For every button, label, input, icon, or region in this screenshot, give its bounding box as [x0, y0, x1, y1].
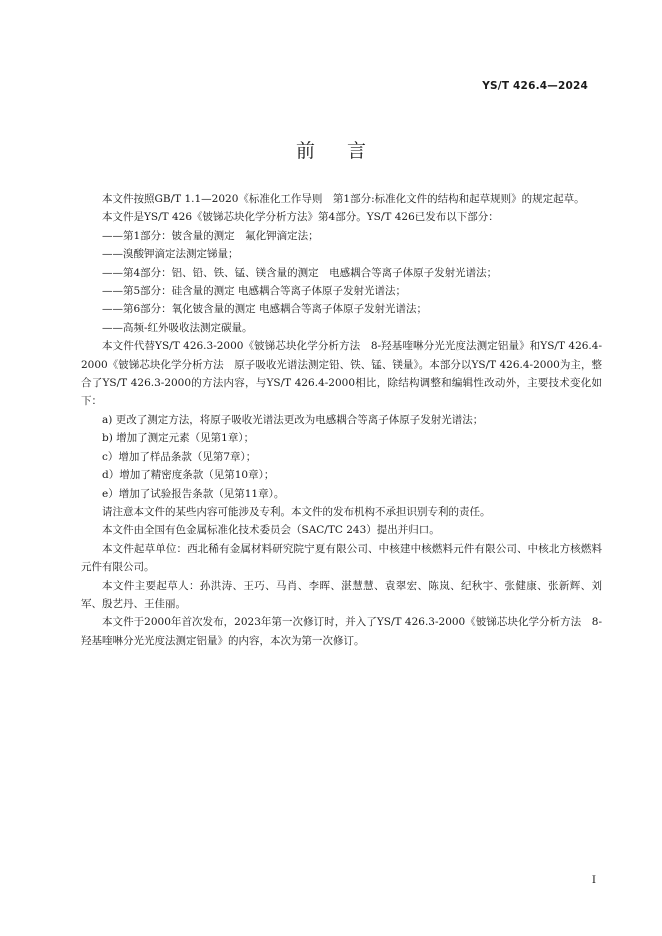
paragraph-drafting-units: 本文件起草单位：西北稀有金属材料研究院宁夏有限公司、中核建中核燃料元件有限公司、中核北方核燃料元件有限公司。 — [81, 542, 602, 574]
body-text — [81, 190, 602, 650]
page-number: I — [591, 874, 596, 886]
list-item-part-2: ——溴酸钾滴定法测定锑量； — [102, 248, 239, 261]
paragraph-drafting-rules: 本文件按照GB/T 1.1—2020《标准化工作导则 第1部分:标准化文件的结构和起草规则》的规定起草。 — [102, 193, 585, 205]
paragraph-proposer: 本文件由全国有色金属标准化技术委员会（SAC/TC 243）提出并归口。 — [102, 524, 440, 537]
list-item-part-1: ——第1部分：铍含量的测定 氟化钾滴定法； — [102, 229, 319, 242]
list-item-part-6: ——第6部分：氧化铍含量的测定 电感耦合等离子体原子发射光谱法； — [102, 303, 428, 316]
paragraph-series-intro: 本文件是YS/T 426《铍锑芯块化学分析方法》第4部分。YS/T 426已发布以下部分： — [102, 211, 499, 224]
change-item-b: b) 增加了测定元素（见第1章）； — [102, 432, 255, 445]
paragraph-replacement: 本文件代替YS/T 426.3-2000《铍锑芯块化学分析方法 8-羟基喹啉分光光度法测定铝量》和YS/T 426.4-2000《铍锑芯块化学分析方法 原子吸收光谱法测定铅、铁、锰、镁量》。本部分以YS/T 426.4-2000为主，整合了YS/T 426.3-2000的方法内容，与YS/T 426.4-2000相比，除结构调整和编辑性改动外，主要技术变化如下： — [81, 340, 602, 408]
list-item-part-4: ——第4部分：铝、铅、铁、锰、镁含量的测定 电感耦合等离子体原子发射光谱法； — [102, 266, 498, 279]
paragraph-drafters: 本文件主要起草人：孙洪涛、王巧、马肖、李晖、湛慧慧、袁翠宏、陈岚、纪秋宇、张健康、张新辉、刘军、殷艺丹、王佳丽。 — [81, 579, 602, 610]
paragraph-patent-notice: 请注意本文件的某些内容可能涉及专利。本文件的发布机构不承担识别专利的责任。 — [102, 505, 491, 518]
document-code: YS/T 426.4—2024 — [482, 80, 588, 92]
list-item-part-5: ——第5部分：硅含量的测定 电感耦合等离子体原子发射光谱法； — [102, 285, 407, 298]
paragraph-history: 本文件于2000年首次发布，2023年第一次修订时，并入了YS/T 426.3-2000《铍锑芯块化学分析方法 8-羟基喹啉分光光度法测定铝量》的内容，本次为第一次修订。 — [81, 616, 602, 647]
list-item-carbon: ——高频-红外吸收法测定碳量。 — [102, 321, 253, 334]
change-item-c: c）增加了样品条款（见第7章）； — [102, 450, 257, 463]
change-item-a: a) 更改了测定方法，将原子吸收光谱法更改为电感耦合等离子体原子发射光谱法； — [102, 413, 484, 426]
change-item-e: e）增加了试验报告条款（见第11章）。 — [102, 487, 285, 500]
page-title: 前言 — [295, 140, 398, 162]
change-item-d: d）增加了精密度条款（见第10章）； — [102, 469, 275, 482]
